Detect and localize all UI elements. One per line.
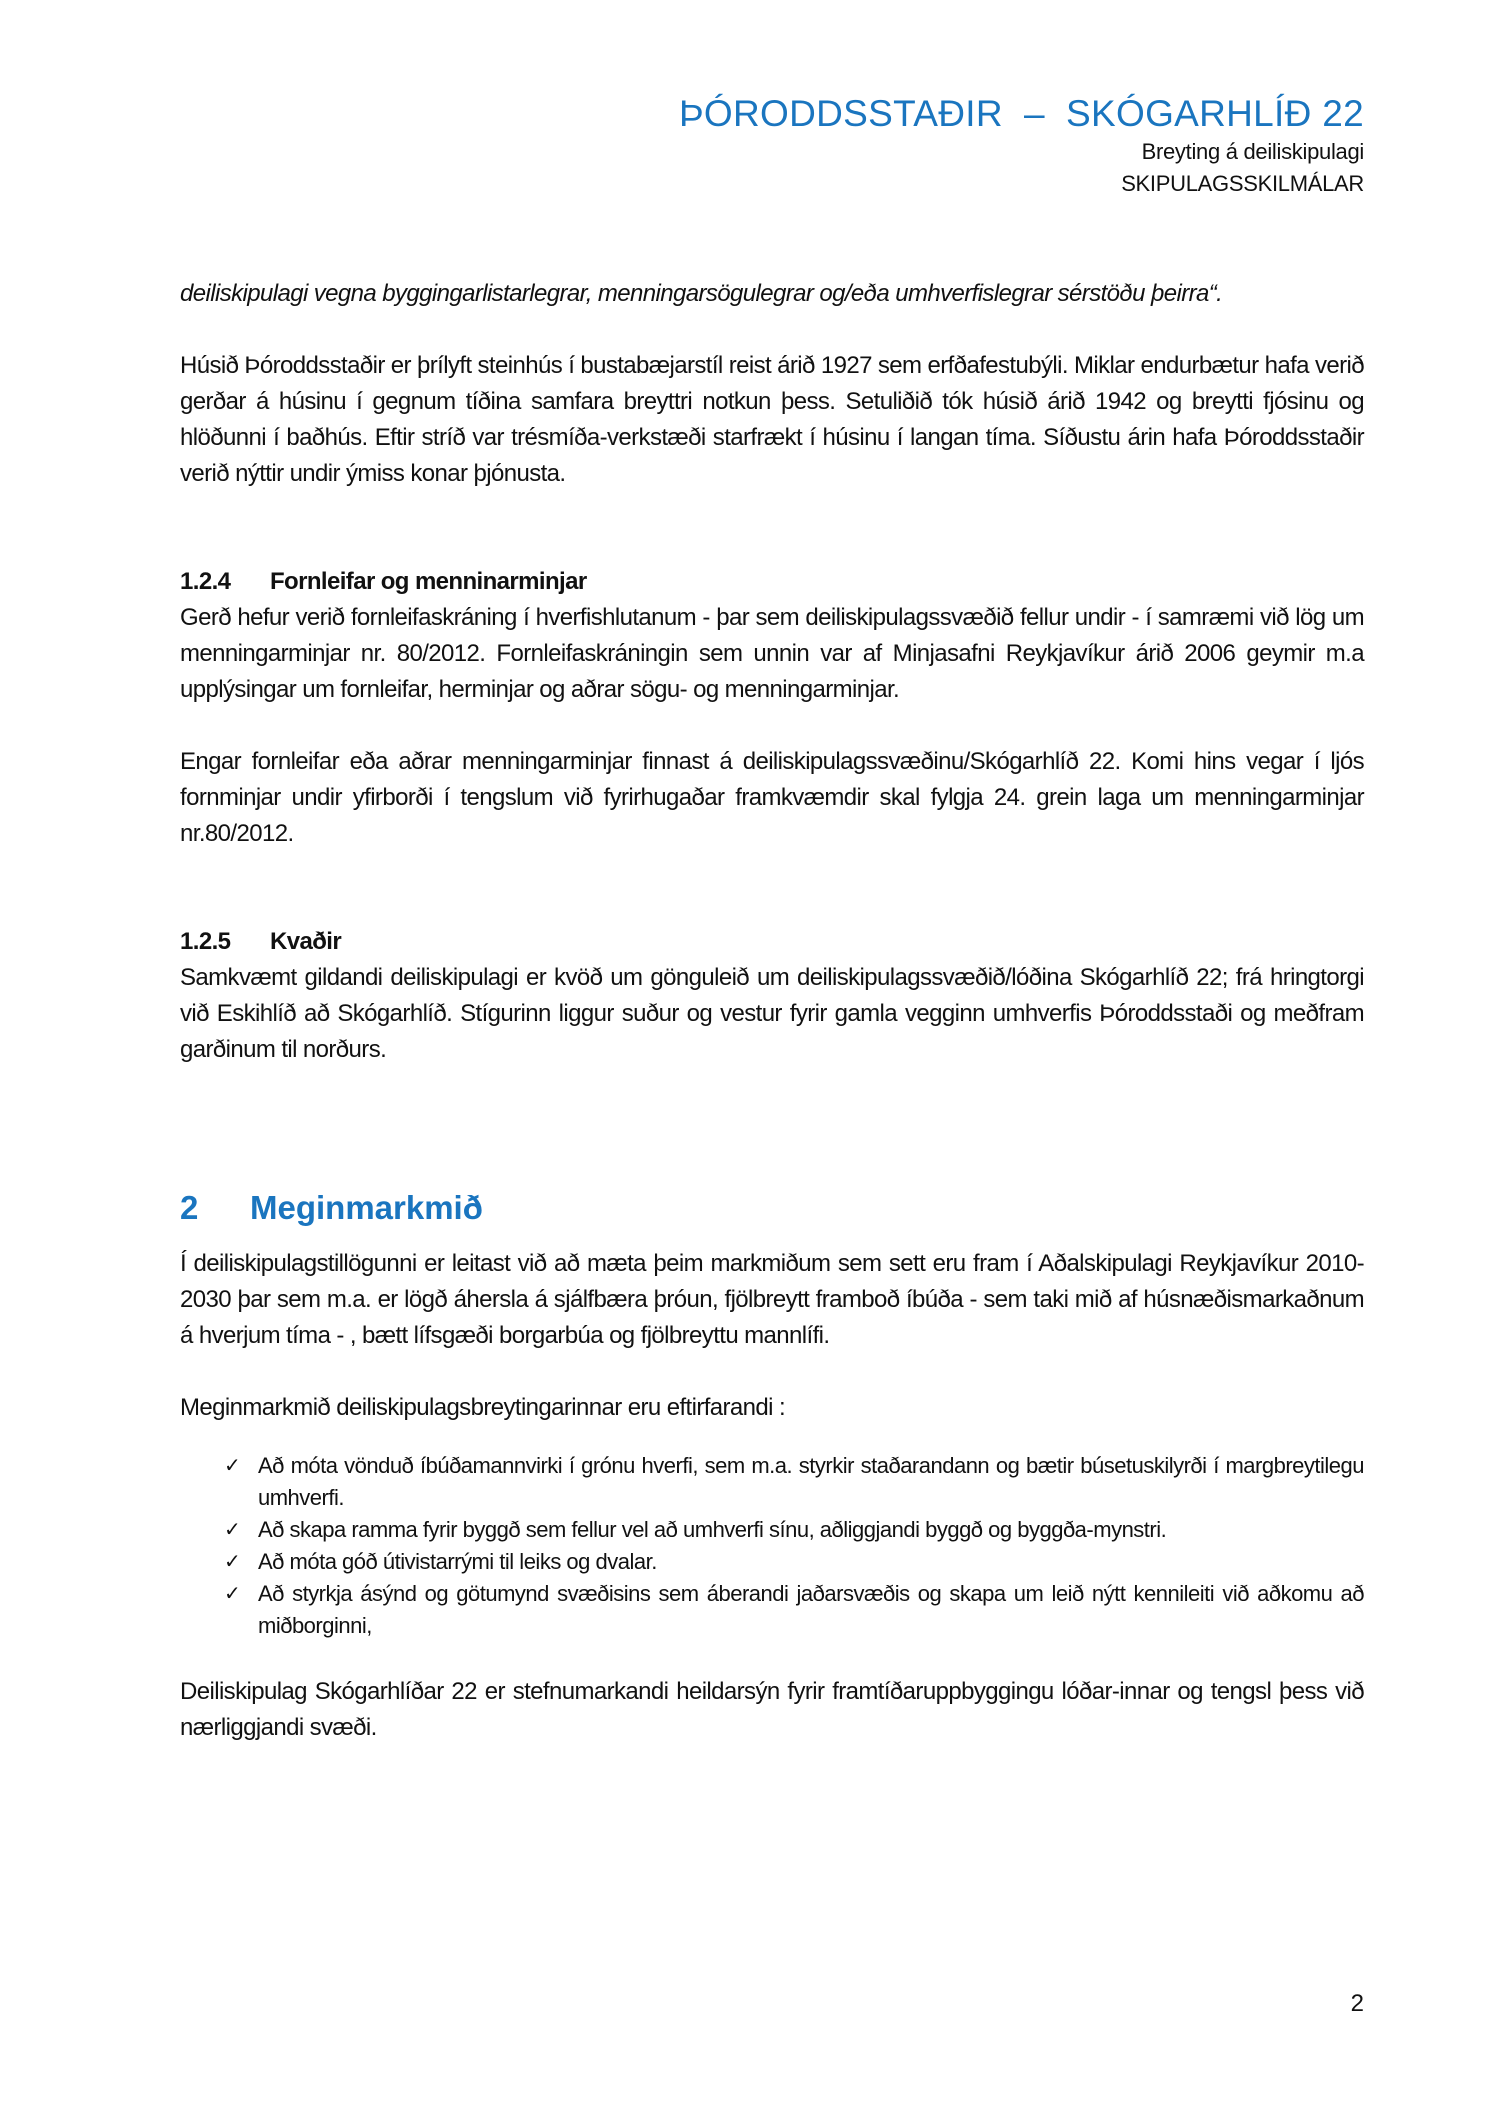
document-type: SKIPULAGSSKILMÁLAR (1121, 171, 1364, 196)
section-2 (180, 1184, 1364, 1746)
checkmark-icon: ✓ (224, 1519, 241, 1541)
list-intro: Meginmarkmið deiliskipulagsbreytingarinnar eru eftirfarandi : (180, 1394, 786, 1421)
spacer (180, 1068, 1364, 1184)
page-number: 2 (1350, 1990, 1364, 2017)
spacer (180, 492, 1364, 564)
list-item (224, 1450, 1364, 1514)
list-item (224, 1546, 1364, 1578)
checkmark-icon: ✓ (224, 1551, 241, 1573)
spacer (180, 1642, 1364, 1674)
chapter-heading (180, 1184, 1364, 1232)
list-item-text: Að móta góð útivistarrými til leiks og dvalar. (258, 1549, 657, 1574)
spacer (180, 1426, 1364, 1450)
document-title: ÞÓRODDSSTAÐIR – SKÓGARHLÍÐ 22 (678, 93, 1364, 134)
closing-paragraph: Deiliskipulag Skógarhlíðar 22 er stefnumarkandi heildarsýn fyrir framtíðaruppbyggingu lóðar-innar og tengsl þess við nærliggjandi svæði. (180, 1678, 1364, 1741)
section-title: Fornleifar og menninarminjar (270, 568, 587, 595)
list-item (224, 1514, 1364, 1546)
section-heading (180, 564, 1364, 600)
section-title: Kvaðir (270, 928, 342, 955)
document-subtitle: Breyting á deiliskipulagi (1141, 139, 1364, 164)
section-1-2-4 (180, 564, 1364, 852)
list-item-text: Að skapa ramma fyrir byggð sem fellur vel að umhverfi sínu, aðliggjandi byggð og byggða-mynstri. (258, 1517, 1167, 1542)
section-1-2-5 (180, 924, 1364, 1068)
paragraph: Gerð hefur verið fornleifaskráning í hverfishlutanum - þar sem deiliskipulagssvæðið fellur undir - í samræmi við lög um menningarminjar nr. 80/2012. Fornleifaskráningin sem unnin var af Minjasafni Reykjavíkur árið 2006 geymir m.a upplýsingar um fornleifar, herminjar og aðrar sögu- og menningarminjar. (180, 604, 1364, 703)
chapter-title: Meginmarkmið (250, 1189, 483, 1226)
spacer (180, 852, 1364, 924)
checkmark-icon: ✓ (224, 1455, 241, 1477)
paragraph: Í deiliskipulagstillögunni er leitast við að mæta þeim markmiðum sem sett eru fram í Aðalskipulagi Reykjavíkur 2010-2030 þar sem m.a. er lögð áhersla á sjálfbæra þróun, fjölbreytt framboð íbúða - sem taki mið af húsnæðismarkaðnum á hverjum tíma - , bætt lífsgæði borgarbúa og fjölbreyttu mannlífi. (180, 1250, 1364, 1349)
spacer (180, 708, 1364, 744)
section-number: 1.2.5 (180, 928, 231, 955)
list-item-text: Að móta vönduð íbúðamannvirki í grónu hverfi, sem m.a. styrkir staðarandann og bætir búsetuskilyrði í margbreytilegu umhverfi. (258, 1453, 1364, 1510)
intro-quote: deiliskipulagi vegna byggingarlistarlegrar, menningarsögulegrar og/eða umhverfislegrar sérstöðu þeirra“. (180, 280, 1223, 307)
page-header (679, 92, 1364, 200)
list-item-text: Að styrkja ásýnd og götumynd svæðisins sem áberandi jaðarsvæðis og skapa um leið nýtt kennileiti við aðkomu að miðborginni, (258, 1581, 1364, 1638)
paragraph: Samkvæmt gildandi deiliskipulagi er kvöð um gönguleið um deiliskipulagssvæðið/lóðina Skógarhlíð 22; frá hringtorgi við Eskihlíð að Skógarhlíð. Stígurinn liggur suður og vestur fyrir gamla vegginn umhverfis Þóroddsstaði og meðfram garðinum til norðurs. (180, 964, 1364, 1063)
spacer (180, 1354, 1364, 1390)
spacer (180, 1232, 1364, 1246)
list-item (224, 1578, 1364, 1642)
chapter-number: 2 (180, 1189, 199, 1226)
spacer (180, 312, 1364, 348)
history-paragraph: Húsið Þóroddsstaðir er þrílyft steinhús í bustabæjarstíl reist árið 1927 sem erfðafestubýli. Miklar endurbætur hafa verið gerðar á húsinu í gegnum tíðina samfara breyttri notkun þess. Setuliðið tók húsið árið 1942 og breytti fjósinu og hlöðunni í baðhús. Eftir stríð var trésmíða-verkstæði starfrækt í húsinu í langan tíma. Síðustu árin hafa Þóroddsstaðir verið nýttir undir ýmiss konar þjónusta. (180, 352, 1364, 487)
section-number: 1.2.4 (180, 568, 231, 595)
paragraph: Engar fornleifar eða aðrar menningarminjar finnast á deiliskipulagssvæðinu/Skógarhlíð 22. Komi hins vegar í ljós fornminjar undir yfirborði í tengslum við fyrirhugaðar framkvæmdir skal fylgja 24. grein laga um menningarminjar nr.80/2012. (180, 748, 1364, 847)
page-content (180, 276, 1364, 1746)
goals-list (180, 1450, 1364, 1642)
checkmark-icon: ✓ (224, 1583, 241, 1605)
section-heading (180, 924, 1364, 960)
